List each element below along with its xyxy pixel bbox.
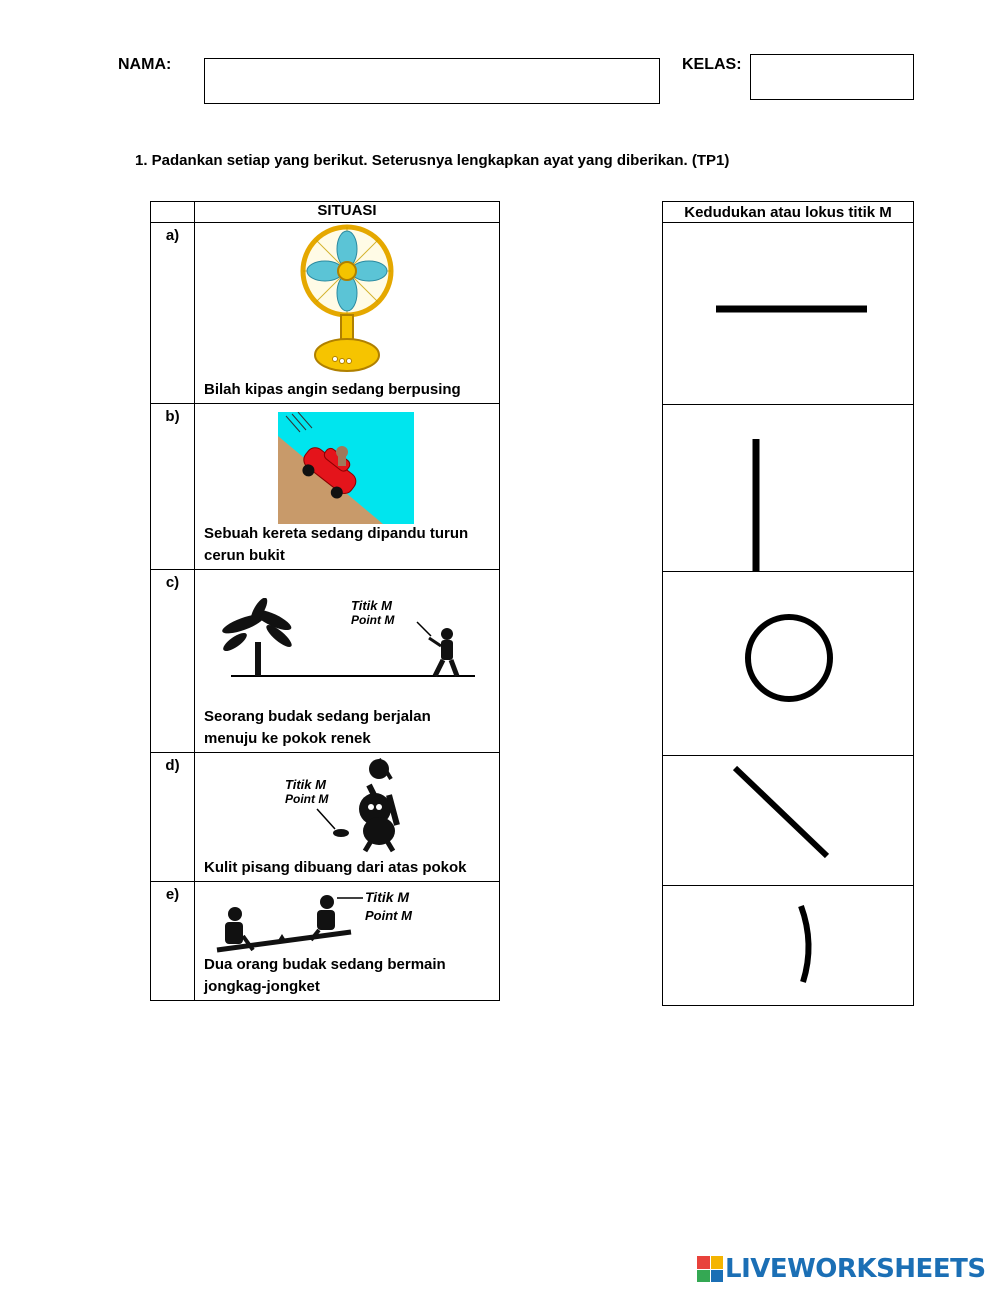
row-letter: b) (151, 404, 195, 570)
situation-text: Dua orang budak sedang bermain jongkag-jongket (204, 956, 446, 995)
arc-shape (663, 886, 913, 1005)
point-caption-2: Point M (285, 792, 329, 806)
walking-child-icon (219, 598, 475, 682)
locus-cell[interactable] (663, 886, 914, 1006)
situation-text: Sebuah kereta sedang dipandu turun cerun bukit (204, 525, 469, 564)
letter-header-cell (151, 202, 195, 223)
situation-text: Seorang budak sedang berjalan menuju ke pokok renek (204, 708, 431, 747)
class-input[interactable] (750, 54, 914, 100)
situation-row (151, 753, 500, 882)
diagonal-line-shape (663, 756, 913, 885)
class-label: KELAS: (682, 56, 742, 73)
locus-table (662, 201, 914, 1006)
locus-header: Kedudukan atau lokus titik M (663, 202, 914, 223)
locus-cell[interactable] (663, 572, 914, 756)
liveworksheets-logo (697, 1254, 986, 1284)
point-caption-2: Point M (351, 613, 395, 627)
logo-mark-icon (697, 1256, 723, 1282)
logo-text: LIVEWORKSHEETS (725, 1254, 986, 1284)
row-letter: c) (151, 570, 195, 753)
name-label: NAMA: (118, 56, 172, 73)
situation-row (151, 882, 500, 1001)
vertical-line-shape (663, 405, 913, 571)
locus-row (663, 886, 914, 1006)
situation-row (151, 570, 500, 753)
locus-row (663, 572, 914, 756)
row-letter: a) (151, 223, 195, 404)
point-caption-2: Point M (365, 908, 412, 923)
situation-row (151, 404, 500, 570)
situation-row (151, 223, 500, 404)
point-caption-1: Titik M (365, 889, 410, 905)
row-letter: d) (151, 753, 195, 882)
locus-cell[interactable] (663, 405, 914, 572)
situation-cell (195, 753, 500, 882)
locus-row (663, 405, 914, 572)
horizontal-line-shape (663, 223, 913, 404)
question-text: 1. Padankan setiap yang berikut. Seterusnya lengkapkan ayat yang diberikan. (TP1) (135, 152, 730, 169)
locus-row (663, 223, 914, 405)
name-input[interactable] (204, 58, 660, 104)
situation-header: SITUASI (195, 202, 500, 223)
monkey-on-tree-icon (279, 755, 409, 855)
situation-cell (195, 223, 500, 404)
seesaw-icon (211, 886, 431, 956)
situation-table (150, 201, 500, 1001)
situation-cell (195, 404, 500, 570)
locus-row (663, 756, 914, 886)
locus-cell[interactable] (663, 756, 914, 886)
car-on-slope-icon (278, 412, 414, 524)
situation-text: Bilah kipas angin sedang berpusing (204, 381, 461, 398)
point-caption-1: Titik M (285, 777, 326, 792)
situation-text: Kulit pisang dibuang dari atas pokok (204, 859, 467, 876)
situation-cell (195, 882, 500, 1001)
situation-cell (195, 570, 500, 753)
point-caption-1: Titik M (351, 598, 392, 613)
locus-cell[interactable] (663, 223, 914, 405)
row-letter: e) (151, 882, 195, 1001)
fan-icon (299, 223, 399, 379)
circle-shape (663, 572, 913, 755)
